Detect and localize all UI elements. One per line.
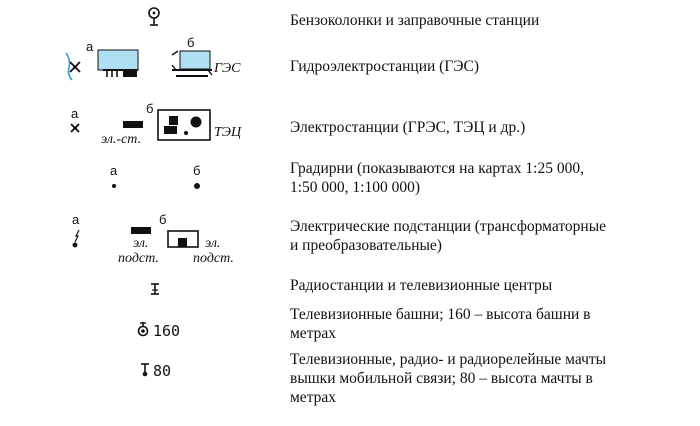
- gas-station-icon: [149, 8, 159, 25]
- masts-description: [290, 350, 690, 407]
- substation-b-text-1: эл.: [205, 236, 221, 251]
- cooling-towers-description: [290, 159, 690, 197]
- small-substation-icon: [73, 230, 80, 248]
- cooling-variant-a-label: а: [110, 163, 118, 178]
- cooling-tower-a-icon: [112, 184, 116, 188]
- substation-variant-b-label: б: [159, 212, 167, 227]
- description-line: Радиостанции и телевизионные центры: [290, 277, 553, 294]
- substation-a-text-2: подст.: [118, 251, 159, 266]
- description-line: вышки мобильной связи; 80 – высота мачты в: [290, 370, 593, 387]
- substation-b-icon: [168, 231, 198, 247]
- power-plant-b-icon: [158, 110, 210, 140]
- description-line: и преобразовательные): [290, 237, 442, 254]
- description-line: Телевизионные башни; 160 – высота башни в: [290, 306, 591, 323]
- description-line: метрах: [290, 325, 337, 342]
- substations-description: [290, 217, 690, 255]
- hydro-plant-b-icon: [172, 51, 212, 76]
- hydro-plants-description: [290, 57, 690, 76]
- description-line: Бензоколонки и заправочные станции: [290, 12, 540, 29]
- description-line: Электрические подстанции (трансформаторные: [290, 218, 607, 235]
- description-line: Электростанции (ГРЭС, ТЭЦ и др.): [290, 119, 526, 136]
- description-line: Гидроэлектростанции (ГЭС): [290, 58, 480, 75]
- power-a-sign-text: эл.-ст.: [101, 132, 142, 147]
- power-variant-b-label: б: [146, 101, 154, 116]
- power-variant-a-label: а: [71, 106, 79, 121]
- hydro-plant-a-icon: [98, 50, 138, 77]
- tv-towers-description: [290, 305, 690, 343]
- substation-b-text-2: подст.: [193, 251, 234, 266]
- tv-tower-icon: [139, 322, 148, 336]
- hydro-variant-b-label: б: [187, 35, 195, 50]
- power-b-sign-text: ТЭЦ: [214, 125, 242, 140]
- gas-stations-description: [290, 11, 690, 30]
- radio-station-icon: [151, 284, 159, 294]
- substation-variant-a-label: а: [72, 212, 80, 227]
- power-plants-description: [290, 118, 690, 137]
- power-plant-a-icon: [123, 121, 143, 128]
- small-hydro-icon: [66, 53, 80, 80]
- substation-a-text-1: эл.: [133, 236, 149, 251]
- hydro-sign-text: ГЭС: [214, 61, 241, 76]
- hydro-variant-a-label: а: [86, 39, 94, 54]
- description-line: метрах: [290, 389, 337, 406]
- description-line: Телевизионные, радио- и радиорелейные мачты: [290, 351, 607, 368]
- mast-height: 80: [153, 362, 172, 380]
- radio-tv-centers-description: [290, 276, 690, 295]
- description-line: Градирни (показываются на картах 1:25 000,: [290, 160, 584, 177]
- tv-tower-height: 160: [153, 322, 181, 340]
- mast-icon: [141, 364, 149, 376]
- small-power-plant-icon: [71, 124, 79, 132]
- cooling-variant-b-label: б: [193, 163, 201, 178]
- description-line: 1:50 000, 1:100 000): [290, 179, 421, 196]
- cooling-tower-b-icon: [194, 183, 200, 189]
- substation-a-icon: [131, 227, 151, 234]
